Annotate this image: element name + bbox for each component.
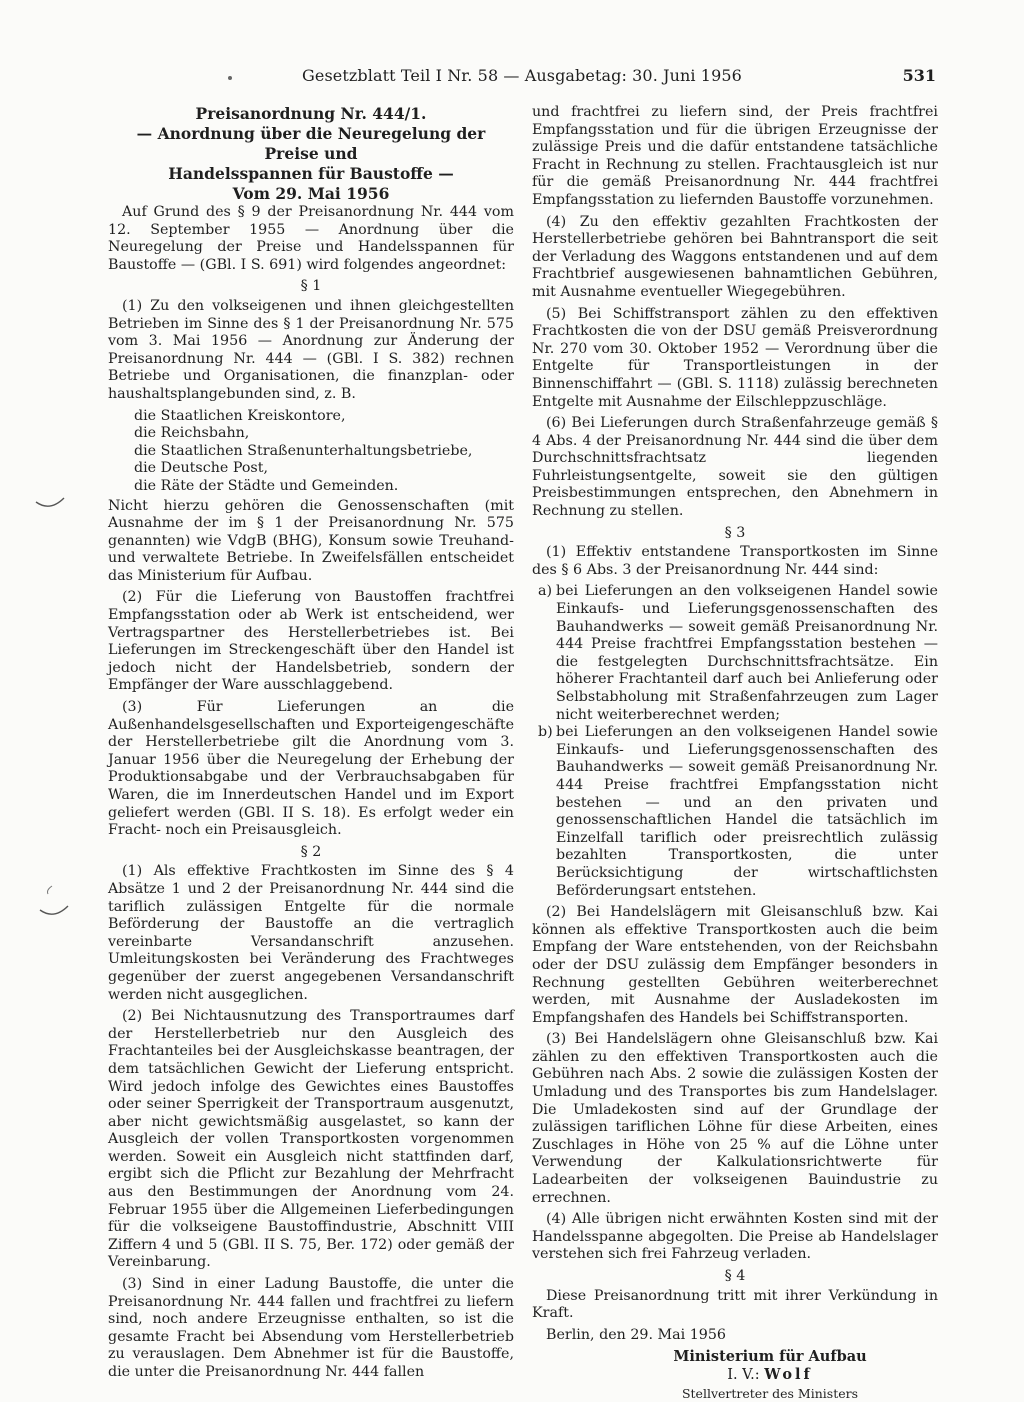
list-item: die Deutsche Post,: [134, 460, 268, 477]
page-number: 531: [902, 66, 936, 85]
s1-paragraph-2: (2) Für die Lieferung von Baustoffen frachtfrei Empfangsstation oder ab Werk ist entscheidend, wer Vertragspartner des Herstellerbetriebes ist. Bei Lieferungen im Streckengeschäft über den Handel ist jedoch nicht der Handelsbetrieb, sondern der Empfänger der Ware ausschlaggebend.: [108, 589, 514, 694]
list-item: die Staatlichen Straßenunterhaltungsbetriebe,: [134, 442, 473, 459]
item-label: a): [538, 583, 553, 600]
title-line-1: Preisanordnung Nr. 444/1.: [195, 104, 427, 123]
s2-paragraph-6: (6) Bei Lieferungen durch Straßenfahrzeuge gemäß § 4 Abs. 4 der Preisanordnung Nr. 444 sind die über dem Durchschnittsfrachtsatz liegenden Fuhrleistungsentgelte, soweit sie den gültigen Preisbestimmungen entsprechen, den Abnehmern in Rechnung zu stellen.: [532, 415, 938, 520]
s3-paragraph-4: (4) Alle übrigen nicht erwähnten Kosten sind mit der Handelsspanne abgegolten. Die Preise ab Handelslager verstehen sich frei Fahrzeug verladen.: [532, 1211, 938, 1263]
item-text: bei Lieferungen an den volkseigenen Handel sowie Einkaufs- und Lieferungsgenossenschaften des Bauhandwerks — soweit gemäß Preisanordnung Nr. 444 Preise frachtfrei Empfangsstation nicht bestehen — und an den privaten und genossenschaftlichen Handel die tatsächlich im Einzelfall tariflich oder preisrechtlich zulässig bezahlten Transportkosten, die unter Berücksichtigung der wirtschaftlichsten Beförderungsart entstehen.: [556, 724, 938, 899]
header-title: Gesetzblatt Teil I Nr. 58 — Ausgabetag: 30. Juni 1956: [302, 66, 742, 85]
s2-paragraph-3: (3) Sind in einer Ladung Baustoffe, die unter die Preisanordnung Nr. 444 fallen und frachtfrei zu liefern sind, noch andere Erzeugnisse enthalten, so ist die gesamte Fracht bei Absendung vom Herstellerbetrieb zu verauslagen. Dem Abnehmer ist für die Baustoffe, die unter die Preisanordnung Nr. 444 fallen: [108, 1276, 514, 1380]
title-line-3: Handelsspannen für Baustoffe —: [168, 164, 454, 183]
item-label: b): [538, 724, 553, 741]
list-item: [532, 724, 938, 900]
s2-paragraph-2: (2) Bei Nichtausnutzung des Transportraumes darf der Herstellerbetrieb nur den Ausgleich des Frachtanteiles bei der Ausgleichskasse beantragen, der dem tatsächlichen Gewicht der Lieferung entspricht. Wird jedoch infolge des Gewichtes eines Baustoffes oder seiner Sperrigkeit der Transportraum ausgenutzt, aber nicht gewichtsmäßig ausgelastet, so kann der Ausgleich der vollen Transportkosten vorgenommen werden. Soweit ein Ausgleich nicht stattfinden darf, ergibt sich die Pflicht zur Bezahlung der Mehrfracht aus den Bestimmungen der Anordnung vom 24. Februar 1955 über die Allgemeinen Lieferbedingungen für die volkseigene Baustoffindustrie, Abschnitt VIII Ziffern 4 und 5 (GBl. II S. 75, Ber. 172) oder gemäß der Vereinbarung.: [108, 1008, 514, 1271]
section-4-heading: § 4: [724, 1268, 746, 1284]
title-line-2: — Anordnung über die Neuregelung der Preise und: [136, 124, 486, 163]
s4-paragraph-1: Diese Preisanordnung tritt mit ihrer Verkündung in Kraft.: [532, 1287, 938, 1322]
s3-paragraph-1: (1) Effektiv entstandene Transportkosten im Sinne des § 6 Abs. 3 der Preisanordnung Nr. 444 sind:: [532, 544, 938, 578]
list-item: die Staatlichen Kreiskontore,: [134, 407, 346, 424]
s2-paragraph-1: (1) Als effektive Frachtkosten im Sinne des § 4 Absätze 1 und 2 der Preisanordnung Nr. 444 sind die tariflich zulässigen Entgelte für die normale Beförderung der Baustoffe an die vertraglich vereinbarte Versandanschrift anzusehen. Umleitungskosten bei Veränderung des Frachtweges gegenüber der zuerst angegebenen Versandanschrift werden nicht ausgeglichen.: [108, 863, 514, 1003]
margin-mark: [30, 480, 70, 540]
margin-mark: [34, 880, 74, 940]
preamble: Auf Grund des § 9 der Preisanordnung Nr. 444 vom 12. September 1955 — Anordnung über die Neuregelung der Preise und Handelsspannen für Baustoffe — (GBl. I S. 691) wird folgendes angeordnet:: [108, 204, 514, 273]
signatory-prefix: I. V.:: [727, 1366, 760, 1383]
s3-paragraph-2: (2) Bei Handelslägern mit Gleisanschluß bzw. Kai können als effektive Transportkosten auch die beim Empfang der Ware entstehenden, von der Reichsbahn oder der DSU zulässig dem Empfänger besonders in Rechnung gestellten Gebühren weiterberechnet werden, mit Ausnahme der Ausladekosten im Empfangshafen des Handels bei Schiffstransporten.: [532, 904, 938, 1026]
list-item: die Reichsbahn,: [134, 425, 250, 442]
s1-paragraph-1b: Nicht hierzu gehören die Genossenschaften (mit Ausnahme der im § 1 der Preisanordnung Nr. 575 genannten) wie VdgB (BHG), Konsum sowie Treuhand- und verwaltete Betriebe. In Zweifelsfällen entscheidet das Ministerium für Aufbau.: [108, 497, 514, 584]
issuing-ministry: Ministerium für Aufbau: [673, 1348, 867, 1366]
s1-examples-list: [108, 408, 514, 496]
right-column: [532, 104, 938, 1402]
document-title: [108, 104, 514, 204]
list-item: [532, 583, 938, 724]
s2-paragraph-5: (5) Bei Schiffstransport zählen zu den effektiven Frachtkosten die von der DSU gemäß Preisverordnung Nr. 270 vom 30. Oktober 1952 — Verordnung über die Entgelte für Transportleistungen in der Binnenschiffahrt — (GBl. S. 1118) zulässig berechneten Entgelte mit Ausnahme der Eilschleppzuschläge.: [532, 305, 938, 410]
s3-paragraph-3: (3) Bei Handelslägern ohne Gleisanschluß bzw. Kai zählen zu den effektiven Transportkosten auch die Gebühren nach Abs. 2 sowie die zulässigen Kosten der Umladung und des Transportes bis zum Handelslager. Die Umladekosten sind auf der Grundlage der zulässigen tariflichen Löhne für diese Arbeiten, eines Zuschlages in Höhe von 25 % auf die Löhne unter Verwendung der Kalkulationsrichtwerte für Ladearbeiten der volkseigenen Bauindustrie zu errechnen.: [532, 1031, 938, 1206]
signature-block: [602, 1348, 938, 1402]
s2-paragraph-4: (4) Zu den effektiv gezahlten Frachtkosten der Herstellerbetriebe gehören bei Bahntransport die seit der Verladung des Waggons entstandenen und auf dem Frachtbrief ausgewiesenen bahnamtlichen Gebühren, mit Ausnahme eventueller Wiegegebühren.: [532, 213, 938, 300]
section-3-heading: § 3: [724, 524, 746, 541]
signatory: [602, 1366, 938, 1385]
signatory-role: Stellvertreter des Ministers: [681, 1385, 859, 1401]
section-2-heading: § 2: [300, 843, 322, 860]
s3-items: [532, 583, 938, 900]
place-date: Berlin, den 29. Mai 1956: [546, 1326, 726, 1343]
page-header: [108, 66, 936, 90]
s1-paragraph-3: (3) Für Lieferungen an die Außenhandelsgesellschaften und Exporteigengeschäfte der Herstellerbetriebe gilt die Anordnung vom 3. Januar 1956 über die Neuregelung der Erhebung der Produktionsabgabe und der Verbrauchsabgaben für Waren, die im Innerdeutschen Handel und im Export geliefert werden (GBl. II S. 18). Es erfolgt weder ein Fracht- noch ein Preisausgleich.: [108, 699, 514, 839]
s1-paragraph-1: (1) Zu den volkseigenen und ihnen gleichgestellten Betrieben im Sinne des § 1 der Preisanordnung Nr. 575 vom 3. Mai 1956 — Anordnung zur Änderung der Preisanordnung Nr. 444 — (GBl. I S. 382) rechnen Betriebe und Organisationen, die finanzplan- oder haushaltsplangebunden sind, z. B.: [108, 297, 514, 402]
signatory-name: Wolf: [764, 1365, 813, 1383]
list-item: die Räte der Städte und Gemeinden.: [134, 477, 399, 494]
left-column: [108, 104, 514, 1386]
s2-paragraph-3-continued: und frachtfrei zu liefern sind, der Preis frachtfrei Empfangsstation und für die übrigen Erzeugnisse der zulässige Preis und die dafür entstandene tatsächliche Fracht in Rechnung zu stellen. Frachtausgleich ist nur für die gemäß Preisanordnung Nr. 444 frachtfrei Empfangsstation zu liefernden Baustoffe vorzunehmen.: [532, 104, 938, 208]
section-1-heading: § 1: [300, 278, 322, 295]
item-text: bei Lieferungen an den volkseigenen Handel sowie Einkaufs- und Lieferungsgenossenschaften des Bauhandwerks — soweit gemäß Preisanordnung Nr. 444 Preise frachtfrei Empfangsstation bestehen — die festgelegten Durchschnittsfrachtsätze. Ein höherer Frachtanteil darf auch bei Anlieferung oder Selbstabholung mit Straßenfahrzeugen zum Lager nicht weiterberechnet werden;: [556, 583, 938, 723]
title-date: Vom 29. Mai 1956: [232, 184, 390, 203]
